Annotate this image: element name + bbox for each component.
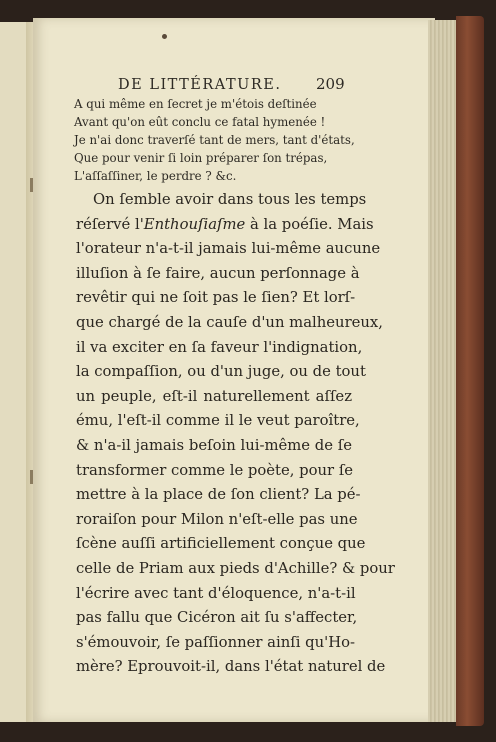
text-line: un peuple, eſt-il naturellement aſſez [76, 387, 352, 405]
verse-quotation [74, 95, 374, 185]
text-line: mettre à la place de ſon client? La pé- [76, 486, 361, 504]
text-line: s'émouvoir, ſe paſſionner ainſi qu'Ho- [76, 633, 356, 651]
text-segment: réſervé l' [76, 215, 144, 233]
text-line: & n'a-il jamais beſoin lui-même de ſe [76, 436, 352, 454]
text-line: roraiſon pour Milon n'eſt-elle pas une [76, 510, 358, 528]
verse-line: A qui même en ſecret je m'étois deſtinée [74, 97, 317, 111]
text-line: ſcène auſſi artificiellement conçue que [76, 535, 366, 553]
text-line: illuſion à ſe faire, aucun perſonnage à [76, 264, 360, 282]
text-line: il va exciter en ſa faveur l'indignation, [76, 338, 363, 356]
text-line: ému, l'eſt-il comme il le veut paroître, [76, 412, 360, 430]
margin-mark [30, 178, 33, 192]
page-number: 209 [316, 75, 345, 93]
verse-line: Avant qu'on eût conclu ce fatal hymenée ! [74, 115, 326, 129]
text-line: celle de Priam aux pieds d'Achille? & pour [76, 559, 395, 577]
running-header: DE LITTÉRATURE. [118, 77, 282, 93]
text-line: pas fallu que Cicéron ait ſu s'affecter, [76, 609, 358, 627]
text-line: que chargé de la cauſe d'un malheureux, [76, 313, 383, 331]
text-line: transformer comme le poète, pour ſe [76, 461, 354, 479]
verse-line: Que pour venir ſi loin préparer ſon trépas, [74, 151, 328, 165]
text-line [76, 213, 374, 238]
text-line: revêtir qui ne ſoit pas le ſien? Et lorſ- [76, 289, 356, 307]
margin-mark [30, 470, 33, 484]
text-line: l'écrire avec tant d'éloquence, n'a-t-il [76, 584, 356, 602]
page-block-edges [428, 20, 458, 722]
italic-term: Enthouſiaſme [143, 215, 246, 233]
book-cover [456, 16, 484, 726]
verse-line: Je n'ai donc traverſé tant de mers, tant d'états, [74, 133, 355, 147]
text-line: On ſemble avoir dans tous les temps [93, 191, 367, 208]
text-line: la compaſſion, ou d'un juge, ou de tout [76, 363, 366, 381]
verse-line: L'aſſaſſiner, le perdre ? &c. [74, 169, 237, 183]
text-line: l'orateur n'a-t-il jamais lui-même aucune [76, 240, 381, 258]
paper-spot [162, 34, 167, 39]
text-line: mère? Eprouvoit-il, dans l'état naturel de [76, 658, 386, 676]
text-segment: à la poéſie. Mais [245, 215, 374, 233]
body-paragraph [76, 188, 395, 680]
